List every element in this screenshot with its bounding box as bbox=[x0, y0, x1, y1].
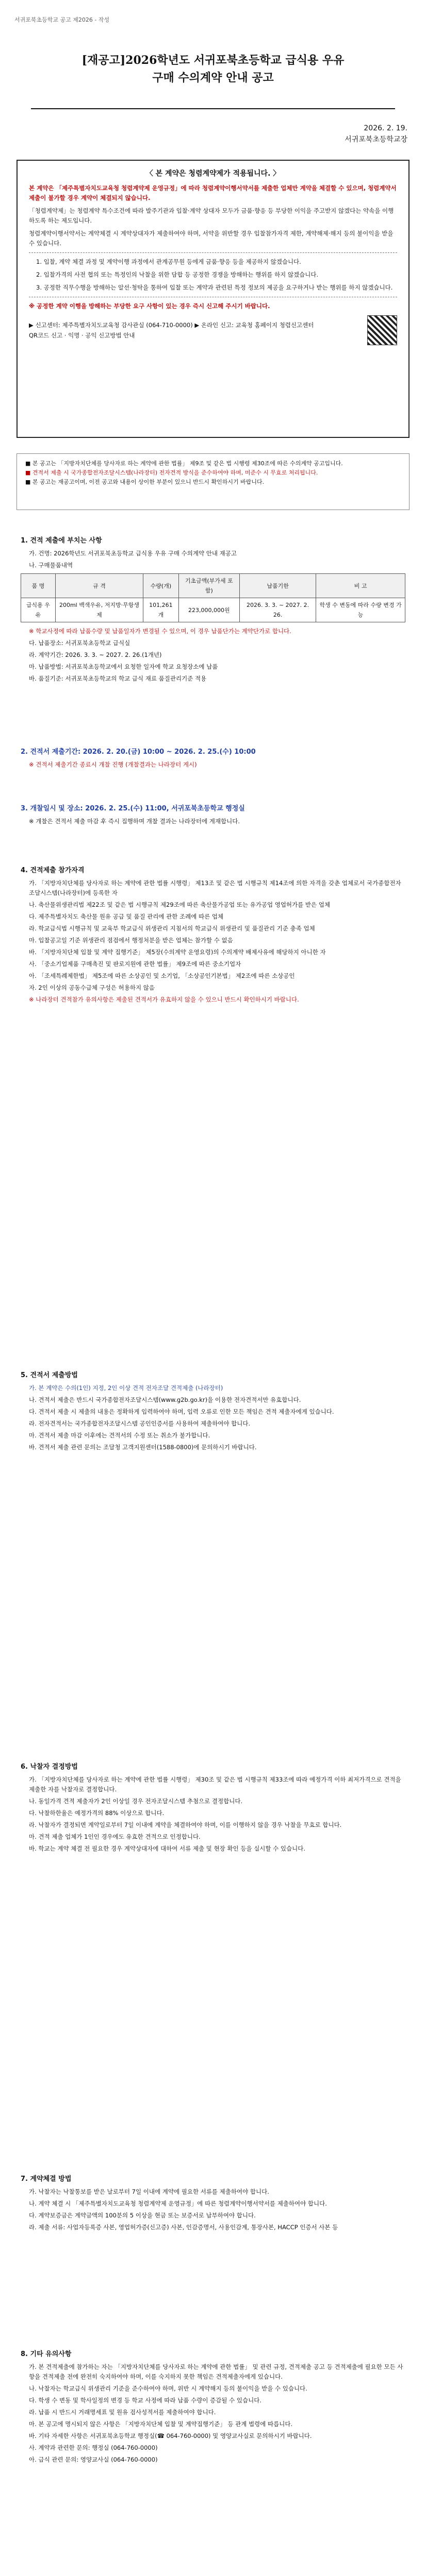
section-item: 라. 계약기간: 2026. 3. 3. ~ 2027. 2. 26.(1개년) bbox=[29, 651, 162, 658]
section-item: 라. 제출 서류: 사업자등록증 사본, 영업허가증(신고증) 사본, 인감증명서, 사용인감계, 통장사본, HACCP 인증서 사본 등 bbox=[29, 2224, 338, 2231]
section-item: 라. 학교급식법 시행규칙 및 교육부 학교급식 위생관리 지침서의 학교급식 위생관리 및 품질관리 기준 충족 업체 bbox=[29, 925, 315, 932]
info-line: ■ 본 공고는 「지방자치단체를 당사자로 하는 계약에 관한 법률」 제9조 및 같은 법 시행령 제30조에 따른 수의계약 공고입니다. bbox=[25, 460, 343, 467]
section-item: 다. 낙찰하한율은 예정가격의 88% 이상으로 합니다. bbox=[29, 1809, 165, 1817]
announcement-info-box bbox=[17, 453, 409, 510]
section-heading: 6. 낙찰자 결정방법 bbox=[21, 1763, 78, 1771]
section-item: 사. 계약과 관련한 문의: 행정실 (064-760-0000) bbox=[29, 2444, 158, 2451]
title-divider bbox=[31, 108, 395, 109]
table-header-cell: 비 고 bbox=[316, 574, 405, 598]
section-item: 바. 견적서 제출 관련 문의는 조달청 고객지원센터(1588-0800)에 문의하시기 바랍니다. bbox=[29, 1444, 257, 1451]
section-item: 바. 「지방자치단체 입찰 및 계약 집행기준」 제5장(수의계약 운영요령)의 수의계약 배제사유에 해당하지 아니한 자 bbox=[29, 948, 326, 956]
table-cell: 200ml 백색우유, 저지방·무항생제 bbox=[55, 598, 143, 622]
document-meta: 서귀포북초등학교 공고 제2026 - 작성 bbox=[14, 16, 110, 23]
section-item: 바. 기타 자세한 사항은 서귀포북초등학교 행정실(☎ 064-760-0000) 및 영양교사실로 문의하시기 바랍니다. bbox=[29, 2432, 312, 2439]
notice-item: 3. 공정한 직무수행을 방해하는 알선·청탁을 통하여 입찰 또는 계약과 관련된 특정 정보의 제공을 요구하거나 받는 행위를 하지 않겠습니다. bbox=[36, 284, 393, 291]
section-item: 마. 본 공고에 명시되지 않은 사항은 「지방자치단체 입찰 및 계약집행기준」 등 관계 법령에 따릅니다. bbox=[29, 2420, 293, 2428]
section-item: 마. 입찰공고일 기준 위생관리 점검에서 행정처분을 받은 업체는 참가할 수 없음 bbox=[29, 937, 233, 944]
title-line-2: 구매 수의계약 안내 공고 bbox=[152, 71, 274, 84]
section-2 bbox=[21, 747, 405, 772]
qr-caption: QR코드 신고 · 익명 · 공익 신고방법 안내 bbox=[29, 332, 135, 339]
section-item: 아. 「조세특례제한법」 제5조에 따른 소상공인 및 소기업, 「소상공인기본법」 제2조에 따른 소상공인 bbox=[29, 972, 295, 979]
section-item: 바. 학교는 계약 체결 전 필요한 경우 계약상대자에 대하여 서류 제출 및 현장 확인 등을 실시할 수 있습니다. bbox=[29, 1845, 306, 1852]
section-item: 나. 계약 체결 시 「제주특별자치도교육청 청렴계약제 운영규정」에 따른 청렴계약이행서약서를 제출하여야 합니다. bbox=[29, 2200, 327, 2207]
info-line: ■ 본 공고는 재공고이며, 이전 공고와 내용이 상이한 부분이 있으니 반드시 확인하시기 바랍니다. bbox=[25, 479, 265, 485]
table-row bbox=[21, 598, 405, 622]
section-item: 라. 전자견적서는 국가종합전자조달시스템 공인인증서를 사용하여 제출하여야 합니다. bbox=[29, 1420, 251, 1427]
section-item: 다. 견적서 제출 시 제출의 내용은 정확하게 입력하여야 하며, 입력 오류로 인한 모든 책임은 견적 제출자에게 있습니다. bbox=[29, 1408, 334, 1415]
section-item: 가. 「지방자치단체를 당사자로 하는 계약에 관한 법률 시행령」 제13조 및 같은 법 시행규칙 제14조에 의한 자격을 갖춘 업체로서 국가종합전자조달시스템(나라장터)에 등록한 자 bbox=[29, 879, 401, 896]
notice-divider bbox=[29, 252, 397, 253]
section-item: 라. 낙찰자가 결정되면 계약일로부터 7일 이내에 계약을 체결하여야 하며, 이를 이행하지 않을 경우 낙찰을 무효로 합니다. bbox=[29, 1821, 342, 1828]
table-cell: 223,000,000원 bbox=[178, 598, 239, 622]
table-header-cell: 수량(개) bbox=[143, 574, 178, 598]
report-center-text bbox=[29, 320, 338, 341]
section-8 bbox=[21, 2349, 405, 2467]
report-center-row bbox=[29, 315, 397, 345]
table-header-cell: 품 명 bbox=[21, 574, 56, 598]
section-item: 나. 낙찰자는 학교급식 위생관리 기준을 준수하여야 하며, 위반 시 계약해지 등의 불이익을 받을 수 있습니다. bbox=[29, 2385, 307, 2392]
section-item: 나. 동일가격 견적 제출자가 2인 이상일 경우 전자조달시스템 추첨으로 결정합니다. bbox=[29, 1798, 243, 1805]
section-item: 가. 본 견적제출에 참가하는 자는 「지방자치단체를 당사자로 하는 계약에 관한 법률」 및 관련 규정, 견적제출 공고 등 견적제출에 필요한 모든 사항을 견적제출 전에 완전히 숙지하여야 하며, 이를 숙지하지 못한 책임은 견적제출자에게 있습니다. bbox=[29, 2363, 403, 2380]
issuing-organization: 서귀포북초등학교장 bbox=[345, 135, 407, 144]
section-heading: 5. 견적서 제출방법 bbox=[21, 1371, 78, 1379]
notice-report-label: ※ 공정한 계약 이행을 방해하는 부당한 요구 사항이 있는 경우 즉시 신고해 주시기 바랍니다. bbox=[29, 302, 270, 310]
integrity-contract-notice bbox=[17, 160, 409, 438]
notice-paragraph: 본 계약은 「제주특별자치도교육청 청렴계약제 운영규정」에 따라 청렴계약이행서약서를 제출한 업체만 계약을 체결할 수 있으며, 청렴계약서 제출이 불가할 경우 계약이 체결되지 않습니다. bbox=[29, 184, 397, 201]
qr-code-image[interactable] bbox=[367, 315, 397, 345]
section-item: 가. 「지방자치단체를 당사자로 하는 계약에 관한 법률 시행령」 제30조 및 같은 법 시행규칙 제33조에 따라 예정가격 이하 최저가격으로 견적을 제출한 자를 낙찰자로 결정합니다. bbox=[29, 1776, 401, 1793]
section-heading: 1. 견적 제출에 부치는 사항 bbox=[21, 537, 102, 545]
section-3 bbox=[21, 804, 405, 828]
table-cell: 101,261개 bbox=[143, 598, 178, 622]
notice-title: 〈 본 계약은 청렴계약제가 적용됩니다. 〉 bbox=[145, 170, 281, 178]
section-7 bbox=[21, 2174, 405, 2234]
section-item: 사. 「중소기업제품 구매촉진 및 판로지원에 관한 법률」 제9조에 따른 중소기업자 bbox=[29, 960, 241, 968]
notice-paragraph: 청렴계약이행서약서는 계약체결 시 계약상대자가 제출하여야 하며, 서약을 위반할 경우 입찰참가자격 제한, 계약해제·해지 등의 불이익을 받을 수 있습니다. bbox=[29, 230, 394, 247]
issue-date-block bbox=[345, 123, 407, 145]
section-item: 다. 납품장소: 서귀포북초등학교 급식실 bbox=[29, 639, 130, 647]
table-header-cell: 납품기한 bbox=[239, 574, 316, 598]
notice-paragraph: 「청렴계약제」는 청렴계약 특수조건에 따라 발주기관과 입찰·계약 상대자 모두가 금품·향응 등 부당한 이익을 주고받지 않겠다는 약속을 이행하도록 하는 제도입니다. bbox=[29, 207, 394, 224]
section-note: ※ 학교사정에 따라 납품수량 및 납품일자가 변경될 수 있으며, 이 경우 납품단가는 계약단가로 합니다. bbox=[29, 628, 291, 635]
table-cell: 2026. 3. 3. ~ 2027. 2. 26. bbox=[239, 598, 316, 622]
section-note: ※ 견적서 제출기간 종료시 개찰 진행 (개찰결과는 나라장터 게시) bbox=[29, 761, 197, 768]
table-cell: 급식용 우유 bbox=[21, 598, 56, 622]
section-item: 다. 계약보증금은 계약금액의 100분의 5 이상을 현금 또는 보증서로 납부하여야 합니다. bbox=[29, 2212, 256, 2219]
section-heading: 3. 개찰일시 및 장소: 2026. 2. 25.(수) 11:00, 서귀포북초등학교 행정실 bbox=[21, 805, 245, 812]
section-item: 가. 건명: 2026학년도 서귀포북초등학교 급식용 우유 구매 수의계약 안내 재공고 bbox=[29, 550, 237, 557]
section-item: 나. 축산물위생관리법 제22조 및 같은 법 시행규칙 제29조에 따른 축산물가공업 또는 유가공업 영업허가를 받은 업체 bbox=[29, 901, 330, 908]
title-line-1: [재공고]2026학년도 서귀포북초등학교 급식용 우유 bbox=[81, 54, 345, 67]
section-heading: 4. 견적제출 참가자격 bbox=[21, 867, 85, 874]
section-item: 아. 급식 관련 문의: 영양교사실 (064-760-0000) bbox=[29, 2456, 158, 2463]
section-item: 마. 견적서 제출 마감 이후에는 견적서의 수정 또는 취소가 불가합니다. bbox=[29, 1432, 210, 1439]
purchase-items-table bbox=[21, 573, 405, 622]
section-item: 자. 2인 이상의 공동수급체 구성은 허용하지 않음 bbox=[29, 984, 155, 991]
notice-item: 1. 입찰, 계약 체결 과정 및 계약이행 과정에서 관계공무원 등에게 금품·향응 등을 제공하지 않겠습니다. bbox=[36, 258, 301, 265]
section-note: ※ 개찰은 견적서 제출 마감 후 즉시 집행하며 개찰 결과는 나라장터에 게재합니다. bbox=[29, 818, 240, 825]
table-cell: 학생 수 변동에 따라 수량 변경 가능 bbox=[316, 598, 405, 622]
document-title bbox=[26, 52, 400, 87]
table-header-cell: 기초금액(부가세 포함) bbox=[178, 574, 239, 598]
section-heading: 8. 기타 유의사항 bbox=[21, 2350, 72, 2358]
section-4 bbox=[21, 866, 405, 1007]
section-6 bbox=[21, 1762, 405, 1856]
section-item: 나. 견적서 제출은 반드시 국가종합전자조달시스템(www.g2b.go.kr)을 이용한 전자견적서만 유효합니다. bbox=[29, 1396, 301, 1403]
section-1 bbox=[21, 536, 405, 686]
report-center-info: ▶ 신고센터: 제주특별자치도교육청 감사관실 (064-710-0000) ▶ 온라인 신고: 교육청 홈페이지 청렴신고센터 bbox=[29, 321, 314, 329]
section-item: 가. 낙찰자는 낙찰통보를 받은 날로부터 7일 이내에 계약에 필요한 서류를 제출하여야 합니다. bbox=[29, 2188, 269, 2195]
section-item: 다. 제주특별자치도 축산물 원유 공급 및 품질 관리에 관한 조례에 따른 업체 bbox=[29, 913, 224, 920]
table-header-cell: 규 격 bbox=[55, 574, 143, 598]
section-note: ※ 나라장터 견적참가 유의사항은 제출된 견적서가 유효하지 않을 수 있으니 반드시 확인하시기 바랍니다. bbox=[29, 996, 299, 1003]
section-5 bbox=[21, 1370, 405, 1454]
section-item: 다. 학생 수 변동 및 학사일정의 변경 등 학교 사정에 따라 납품 수량이 증감될 수 있습니다. bbox=[29, 2397, 261, 2404]
section-item: 라. 납품 시 반드시 거래명세표 및 원유 검사성적서를 제출하여야 합니다. bbox=[29, 2409, 216, 2416]
issue-date: 2026. 2. 19. bbox=[364, 124, 407, 132]
info-line: ■ 견적서 제출 시 국가종합전자조달시스템(나라장터) 전자견적 방식을 준수하여야 하며, 미준수 시 무효로 처리됩니다. bbox=[25, 469, 318, 476]
section-item: 가. 본 계약은 수의(1인) 지정, 2인 이상 견적 전자조달 견적제출 (나라장터) bbox=[29, 1384, 223, 1392]
section-item: 마. 견적 제출 업체가 1인인 경우에도 유효한 견적으로 인정합니다. bbox=[29, 1833, 201, 1840]
section-item: 마. 납품방법: 서귀포북초등학교에서 요청한 일자에 학교 요청장소에 납품 bbox=[29, 663, 218, 670]
table-header-row bbox=[21, 574, 405, 598]
notice-item: 2. 입찰가격의 사전 협의 또는 특정인의 낙찰을 위한 담합 등 공정한 경쟁을 방해하는 행위를 하지 않겠습니다. bbox=[36, 271, 319, 278]
section-heading: 7. 계약체결 방법 bbox=[21, 2175, 72, 2183]
section-heading: 2. 견적서 제출기간: 2026. 2. 20.(금) 10:00 ~ 2026. 2. 25.(수) 10:00 bbox=[21, 748, 256, 756]
section-item: 나. 구매물품내역 bbox=[29, 562, 73, 569]
section-item: 바. 품질기준: 서귀포북초등학교의 학교 급식 재료 품질관리기준 적용 bbox=[29, 675, 207, 682]
